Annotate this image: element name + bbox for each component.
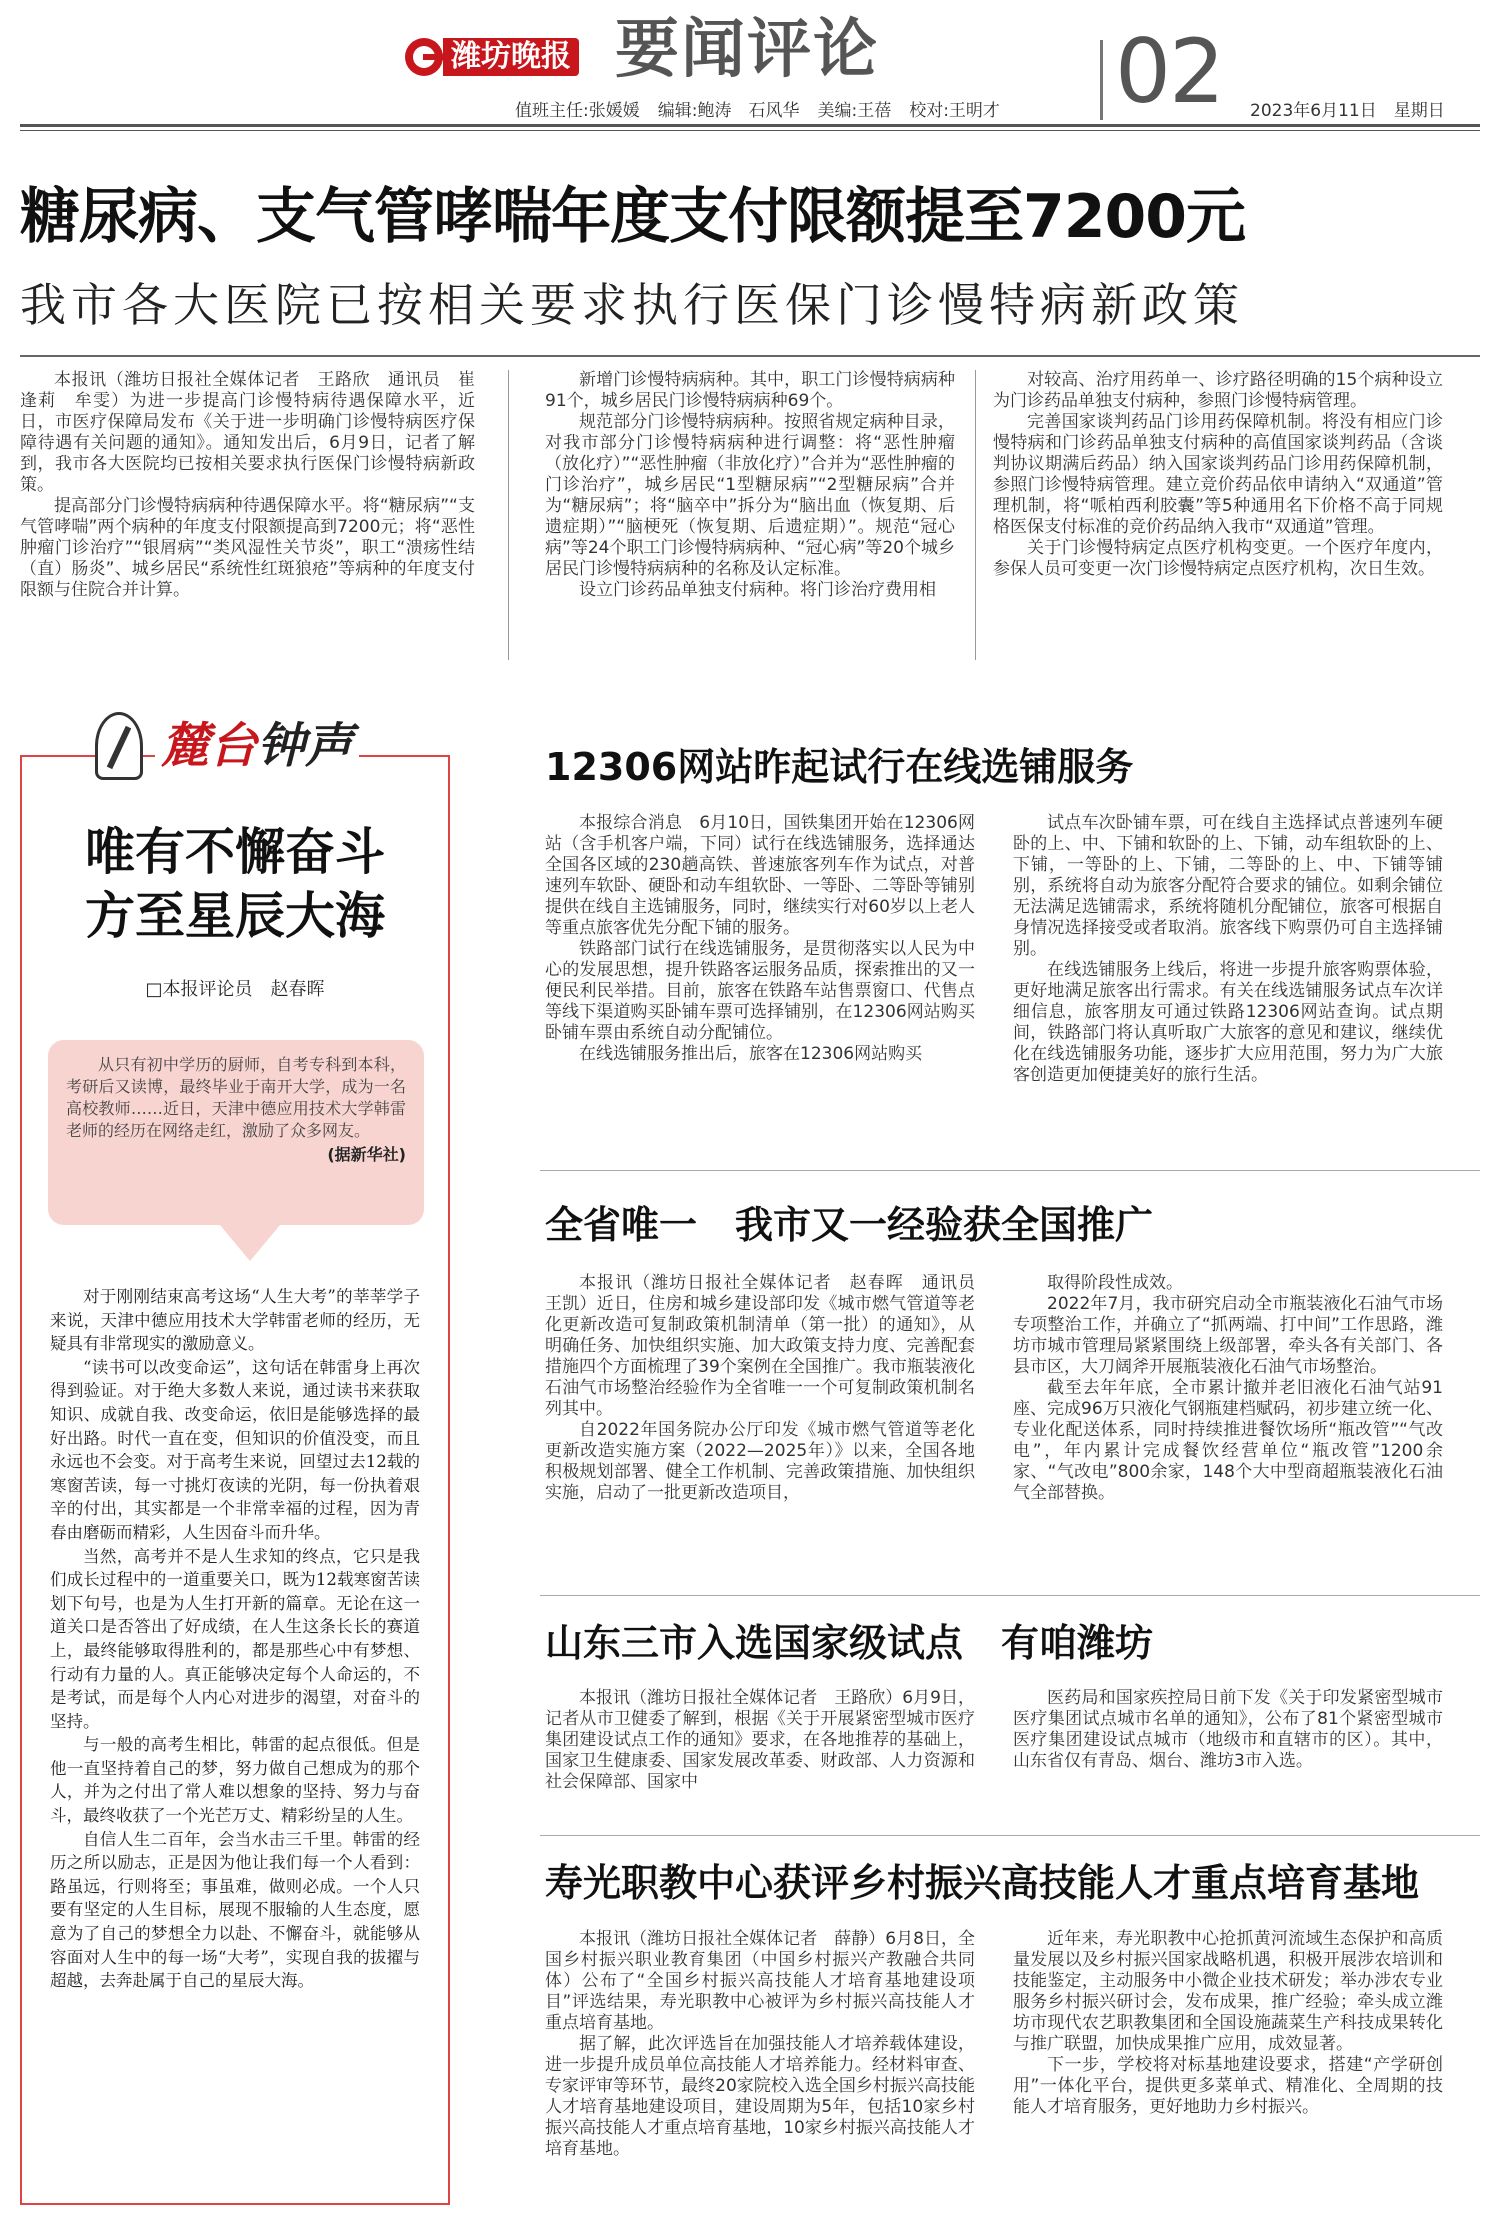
paragraph: 据了解，此次评选旨在加强技能人才培养载体建设，进一步提升成员单位高技能人才培养能力。经材料审查、专家评审等环节，最终20家院校入选全国乡村振兴高技能人才培育基地建设项目，建设周期为5年，包括10家乡村振兴高技能人才重点培育基地，10家乡村振兴高技能人才培育基地。	[545, 2034, 975, 2159]
article-divider	[540, 1170, 1480, 1171]
paragraph: 提高部分门诊慢特病病种待遇保障水平。将“糖尿病”“支气管哮喘”两个病种的年度支付限额提高到7200元；将“恶性肿瘤门诊治疗”“银屑病”“类风湿性关节炎”，职工“溃疡性结（直）肠炎”、城乡居民“系统性红斑狼疮”等病种的年度支付限额与住院合并计算。	[20, 496, 475, 600]
quote-box	[48, 1040, 424, 1225]
publication-date: 2023年6月11日 星期日	[1250, 101, 1445, 121]
article-headline: 寿光职教中心获评乡村振兴高技能人才重点培育基地	[545, 1861, 1420, 1905]
page-number-divider	[1100, 40, 1103, 120]
commentary-title-line: 方至星辰大海	[85, 887, 385, 945]
column-logo	[95, 712, 395, 782]
header-rule-thin	[20, 130, 1480, 131]
paragraph: 规范部分门诊慢特病病种。按照省规定病种目录，对我市部分门诊慢特病病种进行调整：将“恶性肿瘤（放化疗）”“恶性肿瘤（非放化疗）”合并为“恶性肿瘤的门诊治疗”，城乡居民“1型糖尿病”“2型糖尿病”合并为“糖尿病”；将“脑卒中”拆分为“脑出血（恢复期、后遗症期）”“脑梗死（恢复期、后遗症期）”。规范“冠心病”等24个职工门诊慢特病病种、“冠心病”等20个城乡居民门诊慢特病病种的名称及认定标准。	[545, 412, 955, 579]
paragraph: 自2022年国务院办公厅印发《城市燃气管道等老化更新改造实施方案（2022—2025年）》以来，全国各地积极规划部署、健全工作机制、完善政策措施、加快组织实施，启动了一批更新改造项目，	[545, 1420, 975, 1503]
paragraph: 设立门诊药品单独支付病种。将门诊治疗费用相	[579, 580, 936, 600]
pen-icon	[95, 712, 143, 780]
article-headline: 全省唯一 我市又一经验获全国推广	[545, 1203, 1154, 1247]
paragraph: 自信人生二百年，会当水击三千里。韩雷的经历之所以励志，正是因为他让我们每一个人看到：路虽远，行则将至；事虽难，做则必成。一个人只要有坚定的人生目标，展现不服输的人生态度，愿意为了自己的梦想全力以赴、不懈奋斗，就能够从容面对人生中的每一场“大考”，实现自我的拔擢与超越，去奔赴属于自己的星辰大海。	[50, 1829, 420, 1991]
paragraph: 对较高、治疗用药单一、诊疗路径明确的15个病种设立为门诊药品单独支付病种，参照门诊慢特病管理。	[993, 370, 1443, 411]
column-name-part: 麓台	[161, 718, 258, 774]
article-column	[545, 1688, 975, 1793]
article-headline: 12306网站昨起试行在线选铺服务	[545, 745, 1134, 789]
paragraph: 完善国家谈判药品门诊用药保障机制。将没有相应门诊慢特病和门诊药品单独支付病种的高值国家谈判药品（含谈判协议期满后药品）纳入国家谈判药品门诊用药保障机制，参照门诊慢特病管理。建立竞价药品依申请纳入“双通道”管理机制，将“哌柏西利胶囊”等5种通用名下价格不高于同规格医保支付标准的竞价药品纳入我市“双通道”管理。	[993, 412, 1443, 537]
paragraph: 在线选铺服务上线后，将进一步提升旅客购票体验，更好地满足旅客出行需求。有关在线选铺服务试点车次详细信息，旅客朋友可通过铁路12306网站查询。试点期间，铁路部门将认真听取广大旅客的意见和建议，继续优化在线选铺服务功能，逐步扩大应用范围，努力为广大旅客创造更加便捷美好的旅行生活。	[1013, 960, 1443, 1085]
paragraph: 近年来，寿光职教中心抢抓黄河流域生态保护和高质量发展以及乡村振兴国家战略机遇，积极开展涉农培训和技能鉴定，主动服务中小微企业技术研发；举办涉农专业服务乡村振兴研讨会，发布成果，推广经验；牵头成立潍坊市现代农艺职教集团和全国设施蔬菜生产科技成果转化与推广联盟，加快成果推广应用，成效显著。	[1013, 1929, 1443, 2054]
quote-tail	[220, 1225, 280, 1261]
column-name	[155, 716, 359, 776]
paragraph: 在线选铺服务推出后，旅客在12306网站购买	[579, 1044, 923, 1064]
article-column	[545, 1929, 975, 2160]
paragraph: 2022年7月，我市研究启动全市瓶装液化石油气市场专项整治工作，并确立了“抓两端、打中间”工作思路，潍坊市城市管理局紧紧围绕上级部署，牵头各有关部门、各县市区，大刀阔斧开展瓶装液化石油气市场整治。	[1013, 1294, 1443, 1377]
commentary-body	[50, 1285, 420, 1993]
column-name-part: 钟声	[257, 718, 354, 774]
article-column	[1013, 1929, 1443, 2118]
commentary-author: □本报评论员 赵春晖	[145, 979, 325, 1000]
lead-rule	[20, 355, 1480, 357]
article-headline: 山东三市入选国家级试点 有咱潍坊	[545, 1621, 1154, 1665]
paragraph: “读书可以改变命运”，这句话在韩雷身上再次得到验证。对于绝大多数人来说，通过读书来获取知识、成就自我、改变命运，依旧是能够选择的最好出路。时代一直在变，但知识的价值没变，而且永远也不会变。对于高考生来说，回望过去12载的寒窗苦读，每一寸挑灯夜读的光阴，每一份执着艰辛的付出，其实都是一个非常幸福的过程，因为青春由磨砺而精彩，人生因奋斗而升华。	[50, 1357, 420, 1542]
paragraph: 对于刚刚结束高考这场“人生大考”的莘莘学子来说，天津中德应用技术大学韩雷老师的经历，无疑具有非常现实的激励意义。	[50, 1287, 420, 1354]
paragraph: 本报综合消息 6月10日，国铁集团开始在12306网站（含手机客户端，下同）试行在线选铺服务，选择通达全国各区域的230趟高铁、普速旅客列车作为试点，对普速列车软卧、硬卧和动车组软卧、一等卧、二等卧等铺别提供在线自主选铺服务，同时，继续实行对60岁以上老人等重点旅客优先分配下铺的服务。	[545, 813, 975, 938]
commentary-title	[40, 820, 430, 948]
column-divider	[508, 370, 509, 660]
paragraph: 与一般的高考生相比，韩雷的起点很低。但是他一直坚持着自己的梦，努力做自己想成为的那个人，并为之付出了常人难以想象的坚持、努力与奋斗，最终收获了一个光芒万丈、精彩纷呈的人生。	[50, 1735, 420, 1826]
commentary-title-line: 唯有不懈奋斗	[85, 823, 385, 881]
article-divider	[540, 1595, 1480, 1596]
editor-credit: 值班主任:张媛媛	[515, 101, 640, 121]
editor-credit: 编辑:鲍涛 石风华	[657, 101, 800, 121]
paragraph: 本报讯（潍坊日报社全媒体记者 赵春晖 通讯员 王凯）近日，住房和城乡建设部印发《城市燃气管道等老化更新改造可复制政策机制清单（第一批）的通知》，从明确任务、加快组织实施、加大政策支持力度、完善配套措施四个方面梳理了39个案例在全国推广。我市瓶装液化石油气市场整治经验作为全省唯一一个可复制政策机制名列其中。	[545, 1273, 992, 1419]
editor-credit: 校对:王明才	[909, 101, 1000, 121]
section-title: 要闻评论	[615, 12, 879, 87]
lead-headline: 糖尿病、支气管哮喘年度支付限额提至7200元	[20, 182, 1245, 252]
lead-column-2	[545, 370, 955, 601]
paragraph: 取得阶段性成效。	[1047, 1273, 1183, 1293]
column-divider	[975, 370, 976, 660]
editor-credit: 美编:王蓓	[817, 101, 892, 121]
article-column	[545, 813, 975, 1065]
paragraph: 本报讯（潍坊日报社全媒体记者 王路欣 通讯员 崔逢莉 牟雯）为进一步提高门诊慢特病待遇保障水平，近日，市医疗保障局发布《关于进一步明确门诊慢特病医疗保障待遇有关问题的通知》。通知发出后，6月9日，记者了解到，我市各大医院均已按相关要求执行医保门诊慢特病新政策。	[20, 370, 475, 495]
paragraph: 试点车次卧铺车票，可在线自主选择试点普速列车硬卧的上、中、下铺和软卧的上、下铺，动车组软卧的上、下铺，一等卧的上、下铺，二等卧的上、中、下铺等铺别，系统将自动为旅客分配符合要求的铺位。如剩余铺位无法满足选铺需求，系统将随机分配铺位，旅客可根据自身情况选择接受或者取消。旅客线下购票仍可自主选择铺别。	[1013, 813, 1443, 959]
article-column	[1013, 1273, 1443, 1504]
editor-credits	[515, 96, 1018, 121]
lead-column-1	[20, 370, 475, 601]
header-rule	[20, 124, 1480, 127]
quote-source: (据新华社)	[327, 1145, 406, 1164]
article-column	[1013, 813, 1443, 1086]
quote-text: 从只有初中学历的厨师，自考专科到本科，考研后又读博，最终毕业于南开大学，成为一名高校教师……近日，天津中德应用技术大学韩雷老师的经历在网络走红，激励了众多网友。	[66, 1055, 406, 1140]
paragraph: 关于门诊慢特病定点医疗机构变更。一个医疗年度内，参保人员可变更一次门诊慢特病定点医疗机构，次日生效。	[993, 538, 1443, 579]
logo-icon	[405, 38, 443, 76]
lead-subheadline: 我市各大医院已按相关要求执行医保门诊慢特病新政策	[20, 278, 1244, 332]
paragraph: 截至去年年底，全市累计撤并老旧液化石油气站91座、完成96万只液化气钢瓶建档赋码，初步建立统一化、专业化配送体系，同时持续推进餐饮场所“瓶改管”“气改电”，年内累计完成餐饮经营单位“瓶改管”1200余家、“气改电”800余家，148个大中型商超瓶装液化石油气全部替换。	[1013, 1378, 1443, 1503]
newspaper-logo	[405, 30, 610, 80]
paragraph: 医药局和国家疾控局日前下发《关于印发紧密型城市医疗集团试点城市名单的通知》，公布了81个紧密型城市医疗集团建设试点城市（地级市和直辖市的区）。其中，山东省仅有青岛、烟台、潍坊3市入选。	[1013, 1688, 1443, 1771]
lead-column-3	[993, 370, 1443, 580]
paragraph: 本报讯（潍坊日报社全媒体记者 王路欣）6月9日，记者从市卫健委了解到，根据《关于开展紧密型城市医疗集团建设试点工作的通知》要求，在各地推荐的基础上，国家卫生健康委、国家发展改革委、财政部、人力资源和社会保障部、国家中	[545, 1688, 975, 1792]
paragraph: 铁路部门试行在线选铺服务，是贯彻落实以人民为中心的发展思想，提升铁路客运服务品质，探索推出的又一便民利民举措。目前，旅客在铁路车站售票窗口、代售点等线下渠道购买卧铺车票可选择铺别，在12306网站购买卧铺车票由系统自动分配铺位。	[545, 939, 975, 1043]
logo-text: 潍坊晚报	[443, 38, 579, 76]
paragraph: 下一步，学校将对标基地建设要求，搭建“产学研创用”一体化平台，提供更多菜单式、精准化、全周期的技能人才培育服务，更好地助力乡村振兴。	[1013, 2055, 1443, 2117]
article-column	[545, 1273, 992, 1504]
page-number: 02	[1115, 20, 1223, 123]
paragraph: 当然，高考并不是人生求知的终点，它只是我们成长过程中的一道重要关口，既为12载寒窗苦读划下句号，也是为人生打开新的篇章。无论在这一道关口是否答出了好成绩，在人生这条长长的赛道上，最终能够取得胜利的，都是那些心中有梦想、行动有力量的人。真正能够决定每个人命运的，不是考试，而是每个人内心对进步的渴望，对奋斗的坚持。	[50, 1546, 420, 1731]
article-column	[1013, 1688, 1443, 1772]
paragraph: 新增门诊慢特病病种。其中，职工门诊慢特病病种91个，城乡居民门诊慢特病病种69个。	[545, 370, 955, 411]
paragraph: 本报讯（潍坊日报社全媒体记者 薛静）6月8日，全国乡村振兴职业教育集团（中国乡村振兴产教融合共同体）公布了“全国乡村振兴高技能人才培育基地建设项目”评选结果，寿光职教中心被评为乡村振兴高技能人才重点培育基地。	[545, 1929, 975, 2033]
article-divider	[540, 1835, 1480, 1836]
